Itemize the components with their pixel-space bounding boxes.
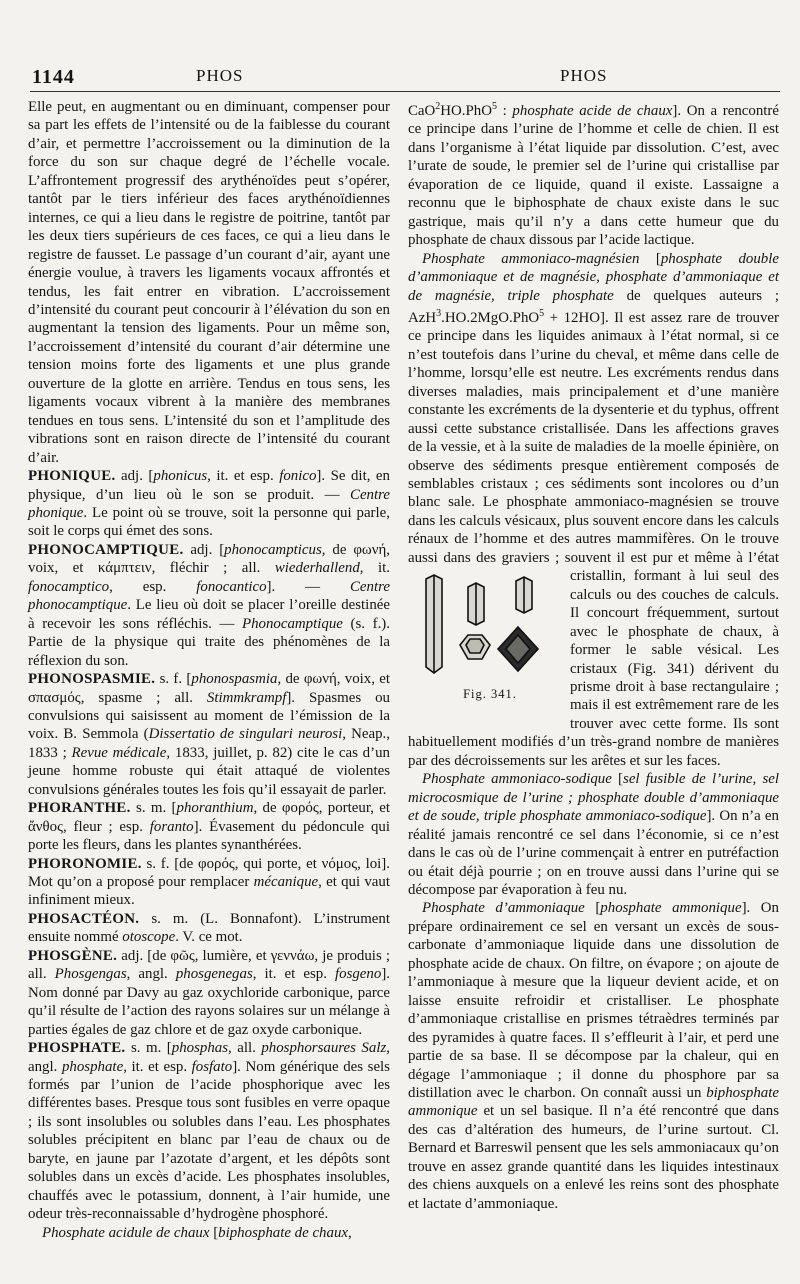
italic-text: Stimmkrampf [206,689,287,706]
italic-text: wiederhallend [274,560,360,577]
text-run: seul des calculs ou des couches de calculs. Il concourt fréquemment, surtout avec le phosphate de chaux, à former le sable vésical. Les cristaux (Fig. 341) dérivent du prisme droit à base rectangulaire ; mais il est extrêmement rare de les trouver avec cette forme. Ils sont habituellement modifiés d’un très-grand nombre de manières par des décroissements sur les arêtes et sur les faces. [408,568,779,769]
superscript: 3 [436,307,442,319]
italic-text: Phosgengas [54,966,127,983]
italic-text: fosfato [191,1058,233,1075]
left-column-paragraph [28,670,390,799]
left-column [28,98,390,1242]
italic-text: phonocampticus [224,541,322,558]
text-run: s. f. [de φορός, qui porte, et νόμος, loi]. Mot qu’on a proposé pour remplacer [28,855,390,891]
italic-text: phosgenegas [175,966,253,983]
text-run: (s. f.). Partie de la physique qui traite des phénomènes de la réflexion du son. [28,615,390,669]
text-run: ]. — [266,578,350,595]
text-run: HO.PhO [440,102,493,119]
left-column-paragraph [28,98,390,467]
text-run: s. m. [ [125,1040,172,1057]
italic-text: Phosphate acidule de chaux [42,1224,210,1241]
text-run: , de φωνή, voix, et κάμπτειν, fléchir ; all. [28,541,390,577]
italic-text: Revue médicale [71,744,167,761]
right-column [408,98,779,1213]
italic-text: fonocamptico [28,578,110,595]
left-column-paragraph [28,910,390,947]
right-column-paragraph [408,770,779,899]
text-run: . V. ce mot. [175,929,243,946]
text-run: Elle peut, en augmentant ou en diminuant, compenser pour sa part les effets de l’intensité ou de la faiblesse du courant d’air, et permettre l’accroissement ou la diminution de la force du son sur chaque degré de l’échelle vocale. L’affrontement progressif des arythénoïdes peut s’opérer, tantôt par le tiers inférieur des faces arythénoïdiennes internes, ce qui a lieu dans le registre de poitrine, tantôt par les deux tiers supérieurs de ces faces, ce qui a lieu dans le registre de fausset. Le passage d’un courant d’air, ayant une énergie voulue, à travers les ligaments vocaux affrontés et tendus, les fait entrer en vibration. L’accroissement d’intensité du courant peut concourir à l’élévation du son en augmentant la tension des ligaments. Pour un même son, l’accroissement d’intensité du courant d’air détermine une tension moins forte des ligaments et une plus grande ouverture de la glotte en arrière. Tendus en tous sens, les ligaments vocaux vibrent à la manière des membranes tendues en tous sens. L’intensité du son et l’amplitude des vibrations sont en raison directe de l’intensité du courant d’air. [28,99,390,466]
text-run: ]. Spasmes ou convulsions qui saisissent au moment de l’émission de la voix. B. Semmola ( [28,689,390,743]
text-run: , esp. [109,578,197,595]
italic-text: fosgeno [334,966,382,983]
entry-headword: PHOSGÈNE. [28,947,118,964]
text-run: , all. [228,1040,262,1057]
text-run: , de φορός, porteur, et ἄνθος, fleur ; esp. [28,800,391,835]
page-number: 1144 [32,66,75,88]
figure-341 [404,569,562,721]
text-run: adj. [de φῶς, lumière, et γεννάω, je produis ; all. [28,947,390,983]
entry-headword: PHONOSPASMIE. [28,671,156,688]
entry-headword: PHORANTHE. [28,800,131,817]
entry-headword: PHOSPHATE. [28,1040,126,1057]
text-run: , it. et esp. [207,468,280,485]
italic-text: foranto [149,818,194,835]
text-run: , et qui vaut infiniment mieux. [28,874,390,909]
italic-text: Centre phonique [28,486,390,521]
italic-text: phosphas [171,1040,229,1057]
text-run: ]. On a rencontré ce principe dans l’urine de l’homme et celle de chien. Il est dans l’organisme à l’état liquide par dissolution. C’est, avec l’urate de soude, le premier sel de l’urine qui cristallise par évaporation de ce liquide, quand il existe. Lassaigne a reconnu que le biphosphate de chaux existe dans le suc gastrique, mais qu’il n’y a dans cette humeur que du phosphate de chaux dissous par l’acide lactique. [408,102,779,249]
italic-text: fonico [279,468,317,485]
italic-text: Phonocamptique [242,615,343,632]
text-run: ]. Évasement du pédoncule qui porte les fleurs, dans les plantes synanthérées. [28,818,390,854]
text-run: de quelques auteurs ; AzH [408,287,779,326]
text-run: adj. [ [183,541,225,558]
text-run: , angl. [28,1040,390,1075]
page-header [0,62,800,92]
italic-text: phonospasmia [191,671,278,688]
text-run: et un sel basique. Il n’a été rencontré que dans des cas d’altération des humeurs, de l’urine surtout. Cl. Bernard et Barreswil pensent que les sels ammoniacaux qu’on trouve en assez grande quantité dans les liquides intestinaux des chiens auxquels on a enlevé les reins sont des phosphate et lactate d’ammoniaque. [408,1103,779,1212]
text-run: , it. et esp. [252,966,335,983]
text-run: . Le point où se trouve, soit la personne qui parle, soit le corps qui émet des sons. [28,504,390,540]
italic-text: Dissertatio de singulari neurosi [148,726,343,743]
right-column-paragraph [408,250,779,771]
text-run: , it. [359,560,390,577]
text-run: ]. On n’a en réalité jamais rencontré ce sel dans l’économie, si ce n’est dans le cas où de l’urine commençait à entrer en putréfaction ou était déjà pourrie ; on en trouve aussi dans l’urine qui se décompose par évaporation à feu nu. [408,808,779,898]
italic-text: Phosphate d’ammoniaque [422,900,585,917]
text-run: adj. [ [115,468,154,485]
header-rule [30,91,780,92]
left-column-paragraph [28,467,390,541]
text-run: , de φωνή, voix, et σπασμός, spasme ; all. [28,671,391,706]
italic-text: Phosphate ammoniaco-magnésien [422,250,640,267]
text-run: [ [584,900,601,917]
left-running-title: PHOS [196,66,244,85]
right-column-paragraph [408,98,779,250]
text-run: [ [639,250,661,267]
italic-text: phosphate double d’ammoniaque et de magnésie, phosphate d’ammoniaque et de magnésie, triple phosphate [408,250,779,304]
italic-text: phosphate acide de chaux [512,102,673,119]
italic-text: otoscope [122,929,176,946]
entry-headword: PHOSACTÉON. [28,910,140,927]
text-run: , [348,1224,352,1241]
italic-text: biphosphate de chaux [218,1224,349,1241]
left-column-paragraph [28,799,390,854]
superscript: 2 [435,101,441,112]
italic-text: Phosphate ammoniaco-sodique [422,771,612,788]
italic-text: fonocantico [196,578,267,595]
text-run: s. m. (L. Bonnafont). L’instrument ensuite nommé [28,910,390,946]
text-run: s. m. [ [130,800,177,817]
text-run: [ [209,1224,219,1241]
italic-text: phosphate [61,1058,124,1075]
italic-text: phonicus [153,468,208,485]
text-run: ]. On prépare ordinairement ce sel en versant un excès de sous-carbonate d’ammoniaque liquide dans une dissolution de phosphate acide de chaux. On filtre, on évapore ; on ajoute de l’ammoniaque à mesure que la liqueur devient acide, et on laisse ensuite refroidir et cristalliser. Le phosphate d’ammoniaque cristallise en prismes tétraèdres terminés par des pyramides à quatre faces. Il s’effleurit à l’air, et perd une partie de sa base. Il se décompose par la chaleur, qui en dégage l’ammoniaque ; il donne du phosphore par sa distillation avec le charbon. On connaît aussi un [408,900,780,1101]
italic-text: sel fusible de l’urine, sel microcosmique de l’urine ; phosphate double d’ammoniaque et de soude, triple phosphate ammoniaco-sodique [408,771,779,825]
figure-caption: Fig. 341. [463,687,517,702]
left-column-paragraph [28,1224,390,1242]
italic-text: mécanique [253,874,319,891]
text-run: .HO.2MgO.PhO [441,309,540,326]
italic-text: phosphate ammonique [600,900,742,917]
left-column-paragraph [28,541,390,670]
text-run: ]. Nom générique des sels formés par l’union de l’acide phosphorique avec les différentes bases. Presque tous sont fusibles en verre opaque ; ils sont insolubles ou solubles dans l’eau. Les phosphates solubles précipitent en blanc par l’eau de chaux ou de baryte, en jaune par l’azotate d’argent, et les dépôts sont solubles dans un excès d’acide. Les phosphates insolubles, chauffés avec le potassium, donnent, à l’air humide, une odeur très-reconnaissable d’hydrogène phosphoré. [28,1058,390,1223]
left-column-paragraph [28,1039,390,1224]
text-run: : [497,102,513,119]
text-run: s. f. [ [155,671,192,688]
left-column-paragraph [28,947,390,1039]
text-run: ]. Nom donné par Davy au gaz oxychloride carbonique, parce qu’il résulte de l’action des rayons solaires sur un mélange à parties égales de gaz chlore et de gaz oxyde carbonique. [28,966,390,1038]
text-run: , it. et esp. [123,1058,192,1075]
text-run: [ [611,771,624,788]
italic-text: Centre phonocamptique [28,578,390,614]
text-run: , Neap., 1833 ; [28,726,390,761]
left-column-paragraph [28,855,390,910]
text-run: , angl. [126,966,176,983]
italic-text: phosphorsaures Salz [261,1040,387,1057]
italic-text: biphosphate ammonique [408,1084,779,1120]
entry-headword: PHONIQUE. [28,468,116,485]
italic-text: phoranthium [176,800,254,817]
text-run: + 12HO]. Il est assez rare de trouver ce principe dans les liquides animaux à l’état normal, si ce n’est toutefois dans l’urine du cheval, et même dans celle de l’homme, lorsqu’elle est neutre. Les excréments rendus dans diverses maladies, mais principalement et d’une manière constante les excréments de la dysenterie et du typhus, offrent aussi cette substance cristallisée. Dans les affections graves de la vessie, et à la suite de maladies de la moelle épinière, on observe des sédiments presque entièrement composés de semblables cristaux ; ces sédiments sont incolores ou d’un blanc sale. Le phosphate ammoniaco-magnésien se trouve dans les calculs vésicaux, plus souvent encore dans les calculs rénaux de l’homme et des autres mammifères. On le trouve aussi dans des graviers ; souvent il est pur et même à l’état cristallin, formant à lui [408,309,779,585]
superscript: 5 [492,101,498,112]
right-running-title: PHOS [560,66,608,85]
text-run: ]. Se dit, en physique, d’un lieu où le son se produit. — [28,468,390,503]
superscript: 5 [539,307,545,319]
entry-headword: PHONOCAMPTIQUE. [28,541,184,558]
text-run: CaO [408,102,436,119]
text-run: . Le lieu où doit se placer l’oreille destinée à recevoir les sons réfléchis. — [28,597,390,632]
right-column-paragraph [408,899,779,1213]
entry-headword: PHORONOMIE. [28,855,142,872]
text-run: , 1833, juillet, p. 82) cite le cas d’un jeune homme robuste qui était attaqué de violentes convulsions générales toutes les fois qu’il essayait de parler. [28,744,390,798]
crystal-prisms-illustration [408,569,558,681]
